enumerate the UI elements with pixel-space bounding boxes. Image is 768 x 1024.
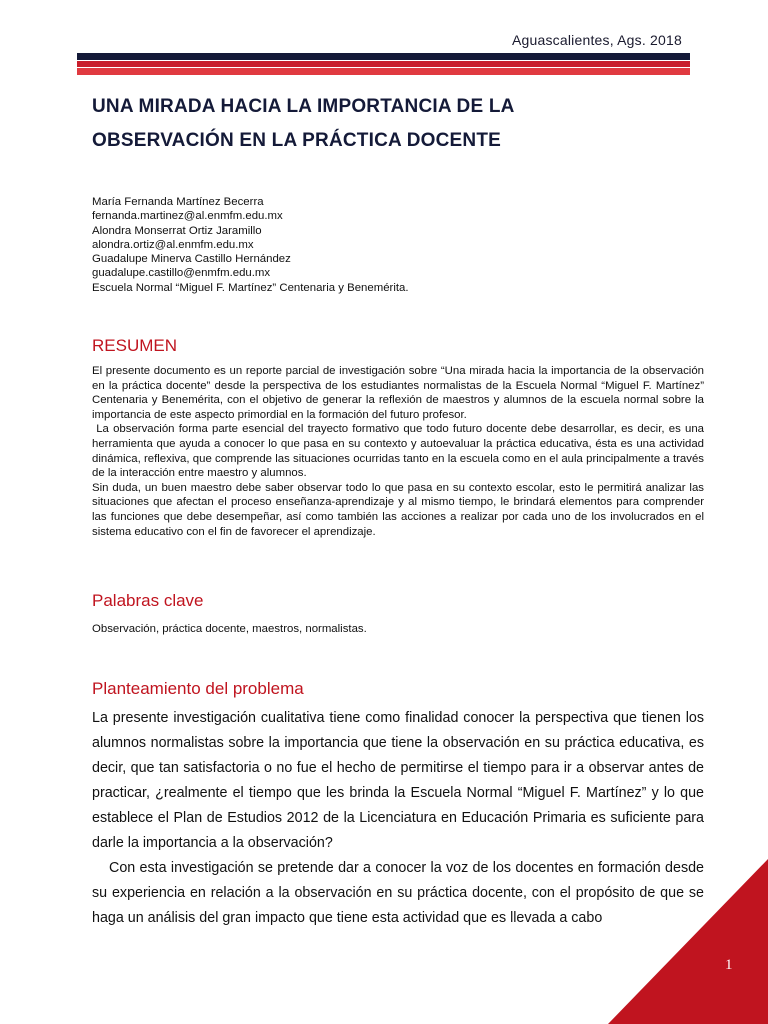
keywords-text: Observación, práctica docente, maestros, normalistas. — [92, 623, 367, 635]
resumen-heading: RESUMEN — [92, 336, 178, 355]
header-rule-light-red — [77, 68, 690, 75]
corner-triangle — [608, 859, 768, 1024]
page-number: 1 — [725, 957, 733, 973]
title-line-1: UNA MIRADA HACIA LA IMPORTANCIA DE LA — [92, 96, 515, 117]
author-block — [92, 195, 692, 295]
body-paragraph: Con esta investigación se pretende dar a conocer la voz de los docentes en formación desde su experiencia en relación a la observación en su práctica docente, con el propósito de que se haga un análisis del gran impacto que tiene esta actividad que es llevada a cabo — [92, 860, 704, 926]
abstract-body — [92, 364, 708, 539]
author-name: María Fernanda Martínez Becerra — [92, 196, 264, 208]
author-name: Guadalupe Minerva Castillo Hernández — [92, 253, 291, 266]
title-line-2: OBSERVACIÓN EN LA PRÁCTICA DOCENTE — [92, 130, 501, 151]
header-rule-red — [77, 61, 690, 67]
author-email: guadalupe.castillo@enmfm.edu.mx — [92, 267, 271, 280]
header-rule-navy — [77, 53, 690, 60]
problem-heading: Planteamiento del problema — [92, 679, 304, 698]
keywords-heading: Palabras clave — [92, 591, 204, 610]
abstract-paragraph: La observación forma parte esencial del trayecto formativo que todo futuro docente debe desarrollar, es decir, es una herramienta que ayuda a conocer lo que pasa en su contexto y autoevaluar la práctica educativa, ésta es una actividad dinámica, reflexiva, que comprende las situaciones ocurridas tanto en la escuela como en el aula principalmente a través de la interacción entre maestro y alumnos. — [92, 423, 708, 480]
header-location-date: Aguascalientes, Ags. 2018 — [511, 32, 682, 48]
author-name: Alondra Monserrat Ortiz Jaramillo — [92, 224, 262, 237]
abstract-paragraph: El presente documento es un reporte parcial de investigación sobre “Una mirada hacia la importancia de la observación en la práctica docente” desde la perspectiva de los estudiantes normalistas de la Escuela Normal “Miguel F. Martínez” Centenaria y Benemérita, con el objetivo de generar la reflexión de maestros y alumnos de la escuela normal sobre la importancia de este aspecto primordial en la formación del futuro profesor. — [92, 365, 704, 421]
corner-triangle-decoration — [608, 859, 768, 1024]
author-email: fernanda.martinez@al.enmfm.edu.mx — [92, 210, 283, 223]
author-affiliation: Escuela Normal “Miguel F. Martínez” Centenaria y Benemérita. — [92, 281, 409, 294]
body-paragraph: La presente investigación cualitativa tiene como finalidad conocer la perspectiva que tienen los alumnos normalistas sobre la importancia que tiene la observación en su práctica educativa, es decir, que tan satisfactoria o no fue el hecho de permitirse el tiempo para ir a observar antes de practicar, ¿realmente el tiempo que les brinda la Escuela Normal “Miguel F. Martínez” y lo que establece el Plan de Estudios 2012 de la Licenciatura en Educación Primaria es suficiente para darle la importancia a la observación? — [92, 710, 704, 851]
author-email: alondra.ortiz@al.enmfm.edu.mx — [92, 238, 254, 251]
paper-title — [92, 90, 692, 158]
abstract-paragraph: Sin duda, un buen maestro debe saber observar todo lo que pasa en su contexto escolar, esto le permitirá analizar las situaciones que afectan el proceso enseñanza-aprendizaje y al mismo tiempo, le brindará elementos para comprender las funciones que debe desempeñar, así como también las acciones a realizar por cada uno de los involucrados en el sistema educativo con el fin de favorecer el aprendizaje. — [92, 481, 704, 538]
